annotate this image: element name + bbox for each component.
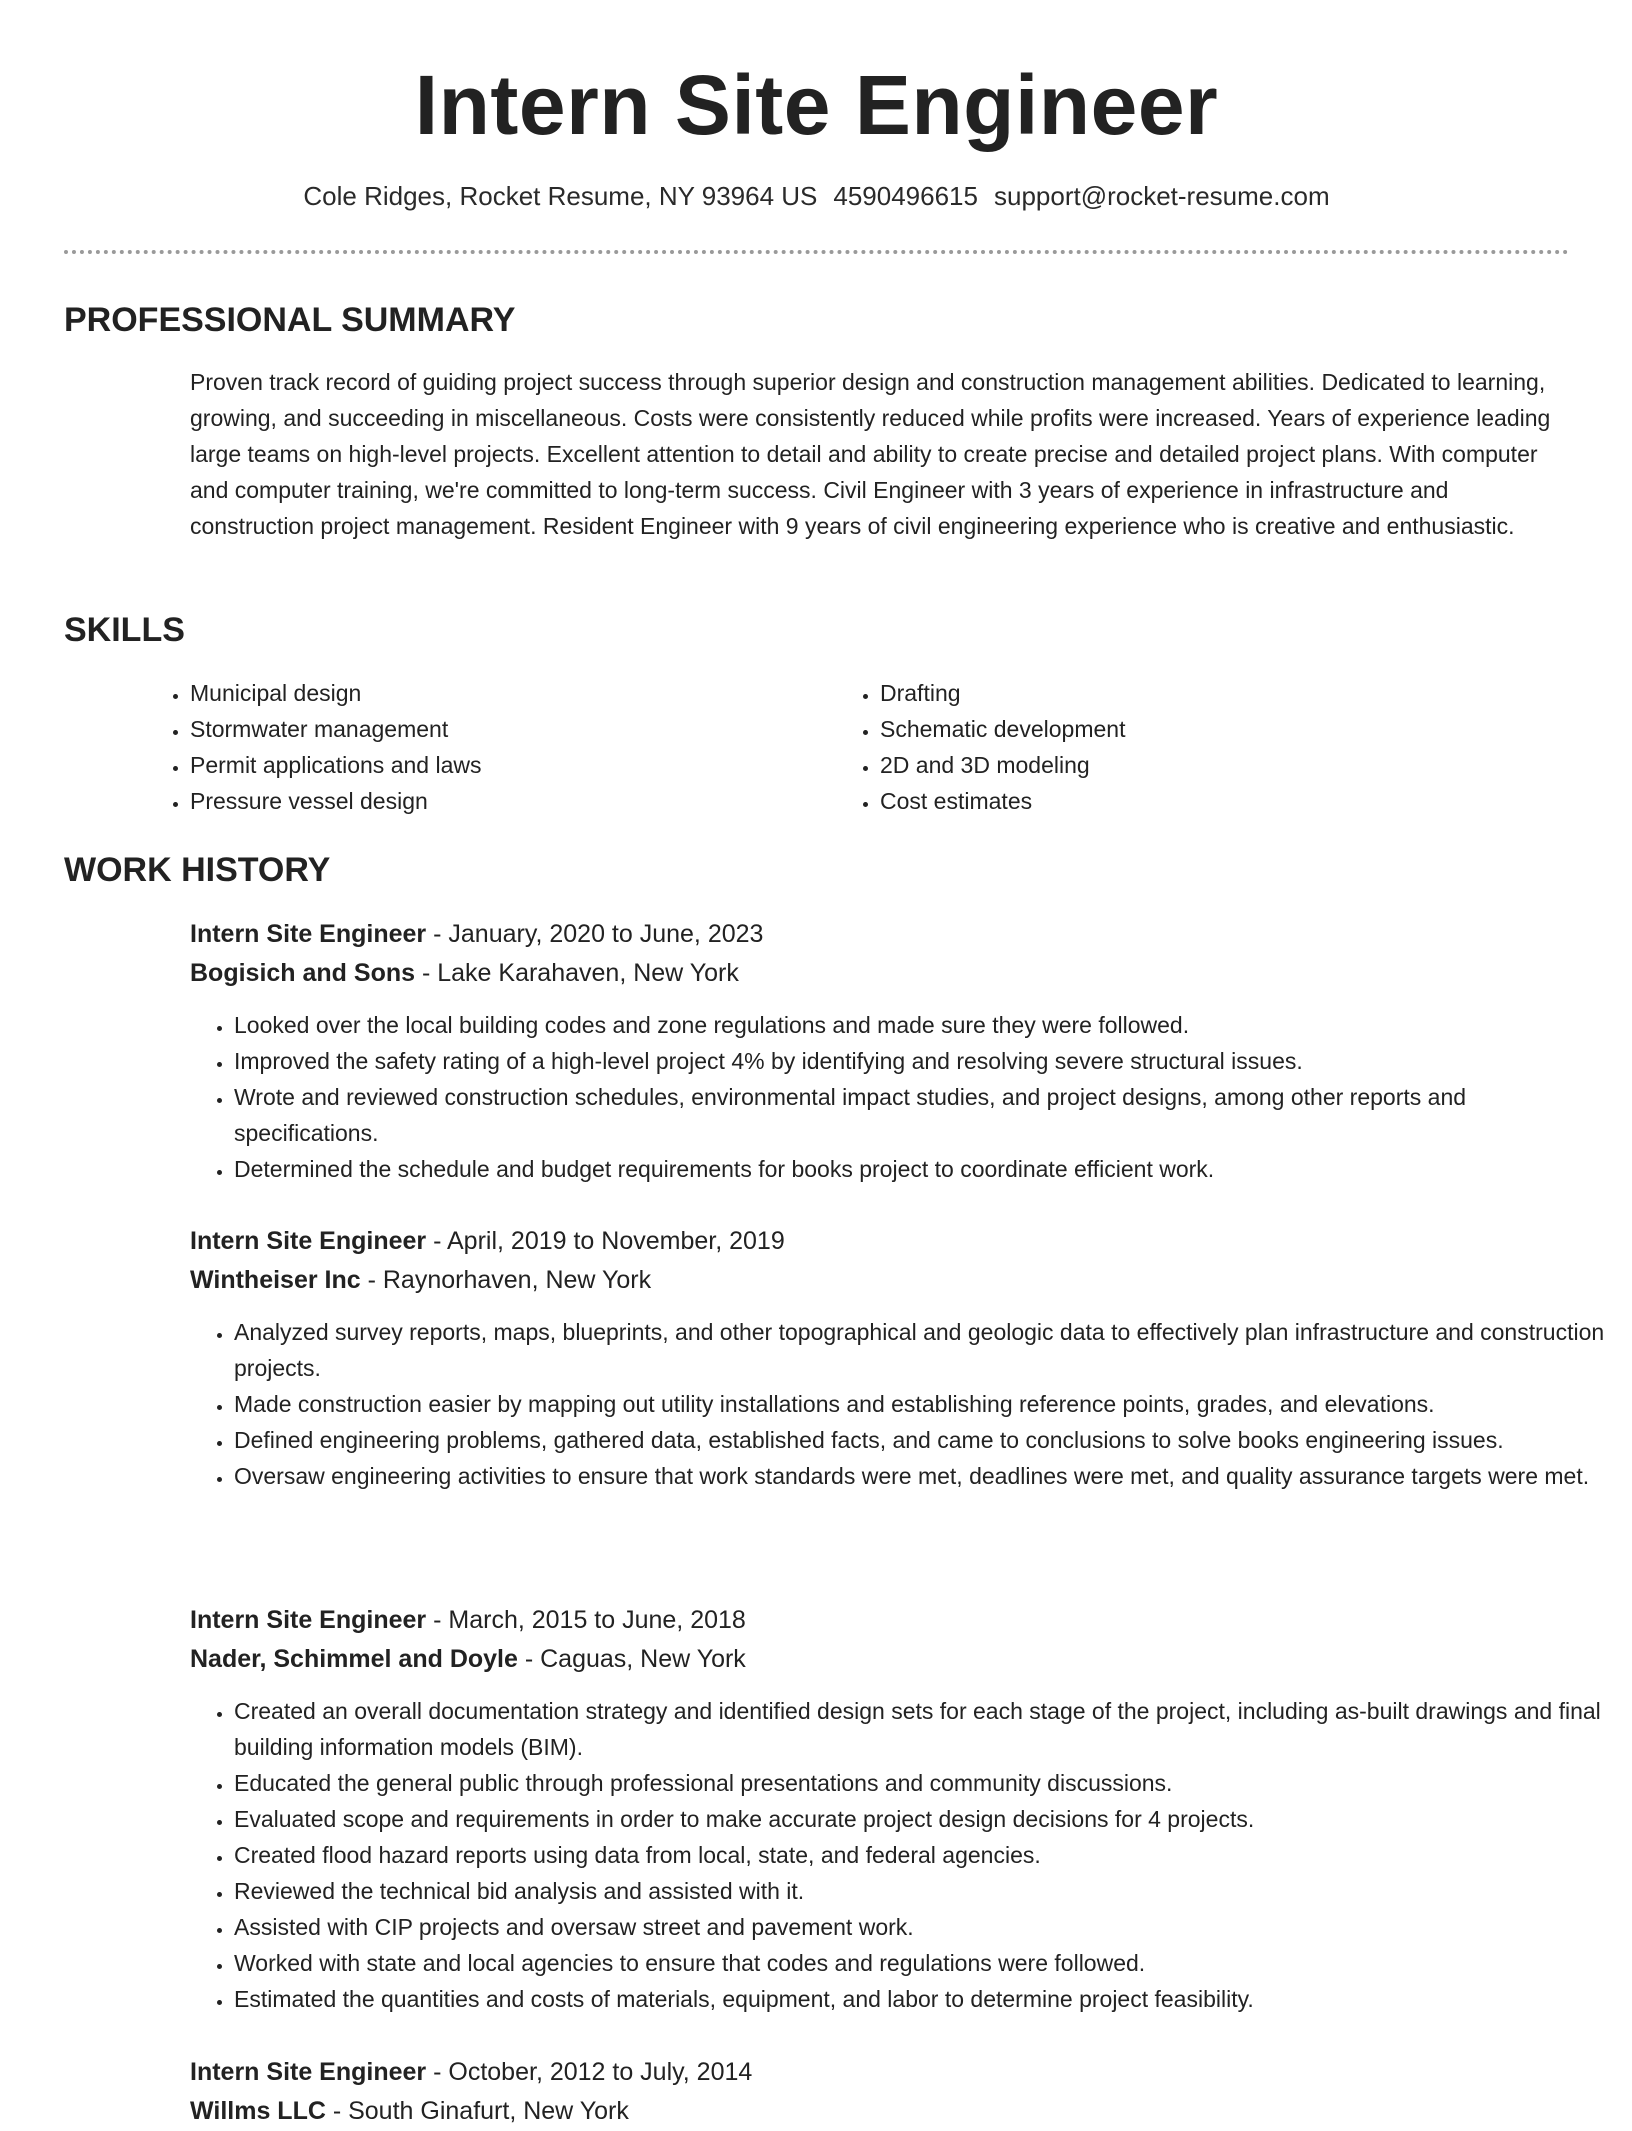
job-bullet: • Wrote and reviewed construction schedules, environmental impact studies, and project designs, among other reports and specifications. — [234, 1079, 1614, 1151]
job-bullet: • Educated the general public through professional presentations and community discussions. — [234, 1765, 1614, 1801]
job-company: Bogisich and Sons — [190, 959, 416, 987]
job-bullet: • Created an overall documentation strategy and identified design sets for each stage of the project, including as-built drawings and final building information models (BIM). — [234, 1693, 1614, 1765]
job-bullet: • Evaluated scope and requirements in order to make accurate project design decisions for 4 projects. — [234, 1801, 1614, 1837]
skills-heading: SKILLS — [64, 611, 185, 649]
skill-item: • Pressure vessel design — [190, 783, 836, 819]
contact-line — [64, 178, 1569, 214]
job-bullet: • Created flood hazard reports using data from local, state, and federal agencies. — [234, 1837, 1614, 1873]
job-company: Willms LLC — [190, 2097, 326, 2125]
job-bullet: • Assisted with CIP projects and oversaw street and pavement work. — [234, 1909, 1614, 1945]
job-bullets — [64, 1693, 1614, 2017]
job-role: Intern Site Engineer — [190, 920, 427, 948]
summary-heading: PROFESSIONAL SUMMARY — [64, 301, 516, 339]
job-entry — [190, 1601, 1601, 2017]
summary-text: Proven track record of guiding project success through superior design and construction management abilities. Dedicated to learning, growing, and succeeding in miscellaneous. Costs were consistently reduced while profits were increased. Years of experience leading large teams on high-level projects. Excellent attention to detail and ability to create precise and detailed project plans. With computer and computer training, we're committed to long-term success. Civil Engineer with 3 years of experience in infrastructure and construction project management. Resident Engineer with 9 years of civil engineering experience who is creative and enthusiastic. — [190, 369, 1551, 539]
job-title-line — [190, 1222, 1570, 1261]
skill-item: • Stormwater management — [190, 711, 836, 747]
job-bullet: • Looked over the local building codes and zone regulations and made sure they were followed. — [234, 1007, 1614, 1043]
contact-address: Cole Ridges, Rocket Resume, NY 93964 US — [303, 181, 818, 211]
job-bullet: • Made construction easier by mapping out utility installations and establishing reference points, grades, and elevations. — [234, 1386, 1614, 1422]
job-company-line — [190, 1261, 1570, 1300]
job-title-line — [190, 2053, 1570, 2092]
skills-list — [146, 675, 1526, 819]
job-bullet: • Reviewed the technical bid analysis and assisted with it. — [234, 1873, 1614, 1909]
skill-item: • Drafting — [880, 675, 1526, 711]
job-dates: - April, 2019 to November, 2019 — [426, 1227, 785, 1255]
resume-page — [64, 0, 1605, 2125]
job-location: - Raynorhaven, New York — [360, 1266, 652, 1294]
job-bullets — [64, 1007, 1614, 1187]
job-bullets — [64, 1314, 1614, 1494]
job-company: Wintheiser Inc — [190, 1266, 361, 1294]
job-role: Intern Site Engineer — [190, 1227, 427, 1255]
job-title-line — [190, 1601, 1570, 1640]
skills-column-right — [836, 675, 1526, 819]
job-entry — [190, 1222, 1605, 1494]
job-entry — [190, 915, 1570, 1187]
contact-email: support@rocket-resume.com — [993, 181, 1330, 211]
job-bullet: • Defined engineering problems, gathered data, established facts, and came to conclusions to solve books engineering issues. — [234, 1422, 1614, 1458]
job-company-line — [190, 954, 1570, 993]
skill-item: • Schematic development — [880, 711, 1526, 747]
job-bullet: • Worked with state and local agencies to ensure that codes and regulations were followed. — [234, 1945, 1614, 1981]
contact-phone: 4590496615 — [833, 181, 978, 211]
job-location: - South Ginafurt, New York — [325, 2097, 629, 2125]
job-bullet: • Oversaw engineering activities to ensure that work standards were met, deadlines were met, and quality assurance targets were met. — [234, 1458, 1614, 1494]
job-title-line — [190, 915, 1570, 954]
skill-item: • 2D and 3D modeling — [880, 747, 1526, 783]
job-bullet: • Analyzed survey reports, maps, blueprints, and other topographical and geologic data to effectively plan infrastructure and construction projects. — [234, 1314, 1614, 1386]
job-dates: - March, 2015 to June, 2018 — [426, 1606, 746, 1634]
job-dates: - October, 2012 to July, 2014 — [426, 2058, 753, 2086]
skill-item: • Municipal design — [190, 675, 836, 711]
resume-name: Intern Site Engineer — [414, 58, 1219, 152]
job-role: Intern Site Engineer — [190, 2058, 427, 2086]
job-bullet: • Improved the safety rating of a high-level project 4% by identifying and resolving severe structural issues. — [234, 1043, 1614, 1079]
job-dates: - January, 2020 to June, 2023 — [426, 920, 764, 948]
job-location: - Lake Karahaven, New York — [415, 959, 739, 987]
job-company-line — [190, 1640, 1570, 1679]
job-role: Intern Site Engineer — [190, 1606, 427, 1634]
skill-item: • Permit applications and laws — [190, 747, 836, 783]
skill-item: • Cost estimates — [880, 783, 1526, 819]
job-location: - Caguas, New York — [517, 1645, 746, 1673]
header-divider — [64, 250, 1569, 254]
work-heading: WORK HISTORY — [64, 851, 331, 889]
job-bullet: • Estimated the quantities and costs of materials, equipment, and labor to determine project feasibility. — [234, 1981, 1614, 2017]
job-entry — [190, 2053, 1570, 2131]
job-bullet: • Determined the schedule and budget requirements for books project to coordinate efficient work. — [234, 1151, 1614, 1187]
job-company: Nader, Schimmel and Doyle — [190, 1645, 518, 1673]
skills-column-left — [146, 675, 836, 819]
